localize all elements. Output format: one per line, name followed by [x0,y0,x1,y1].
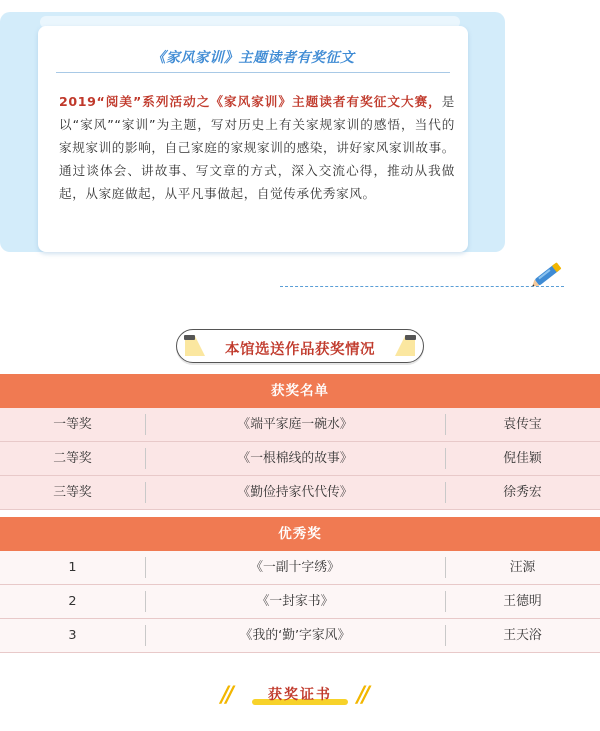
award-rank: 一等奖 [53,417,92,432]
banner-title: 本馆选送作品获奖情况 [225,342,375,358]
award-work: 《一副十字绣》 [250,560,340,575]
award-rank: 三等奖 [53,485,92,500]
table-row [0,551,600,585]
pen-icon [528,258,568,290]
award-work: 《我的‘勤’字家风》 [239,628,351,643]
award-rank: 1 [68,560,77,575]
intro-divider [56,72,450,73]
award-author: 汪源 [509,560,536,575]
intro-highlight: 2019“阅美”系列活动之《家风家训》主题读者有奖征文大赛， [59,94,442,109]
table-row [0,476,600,510]
intro-body: 是以“家风”“家训”为主题，写对历史上有关家规家训的感悟，当代的家规家训的影响，自己家庭的家规家训的感染，讲好家风家训故事。通过谈体会、讲故事、写文章的方式，深入交流心得，推动从我做起，从家庭做起，从平凡事做起，自觉传承优秀家风。 [59,94,455,201]
intro-card [38,26,468,252]
award-work: 《一根棉线的故事》 [237,451,353,466]
dashed-divider [280,286,564,287]
certificate-heading: 获奖证书 [268,687,332,703]
intro-text [59,90,455,205]
table-row [0,442,600,476]
award-author: 袁传宝 [503,417,542,432]
award-author: 倪佳颖 [503,451,542,466]
slash-decoration-icon: // [221,683,232,708]
award-work: 《端平家庭一碗水》 [237,417,353,432]
table-row [0,619,600,653]
award-list-header: 获奖名单 [0,374,600,408]
slash-decoration-icon: // [357,683,368,708]
award-rank: 二等奖 [53,451,92,466]
spotlight-icon [391,332,419,360]
award-rank: 2 [68,594,77,609]
section-banner [176,329,424,363]
table-row [0,408,600,442]
award-author: 王天浴 [503,628,542,643]
award-work: 《一封家书》 [256,594,334,609]
award-work: 《勤俭持家代代传》 [237,485,353,500]
table-row [0,585,600,619]
award-rank: 3 [68,628,77,643]
award-author: 徐秀宏 [503,485,542,500]
intro-title: 《家风家训》主题读者有奖征文 [151,50,355,66]
award-author: 王德明 [503,594,542,609]
excellent-award-header: 优秀奖 [0,517,600,551]
